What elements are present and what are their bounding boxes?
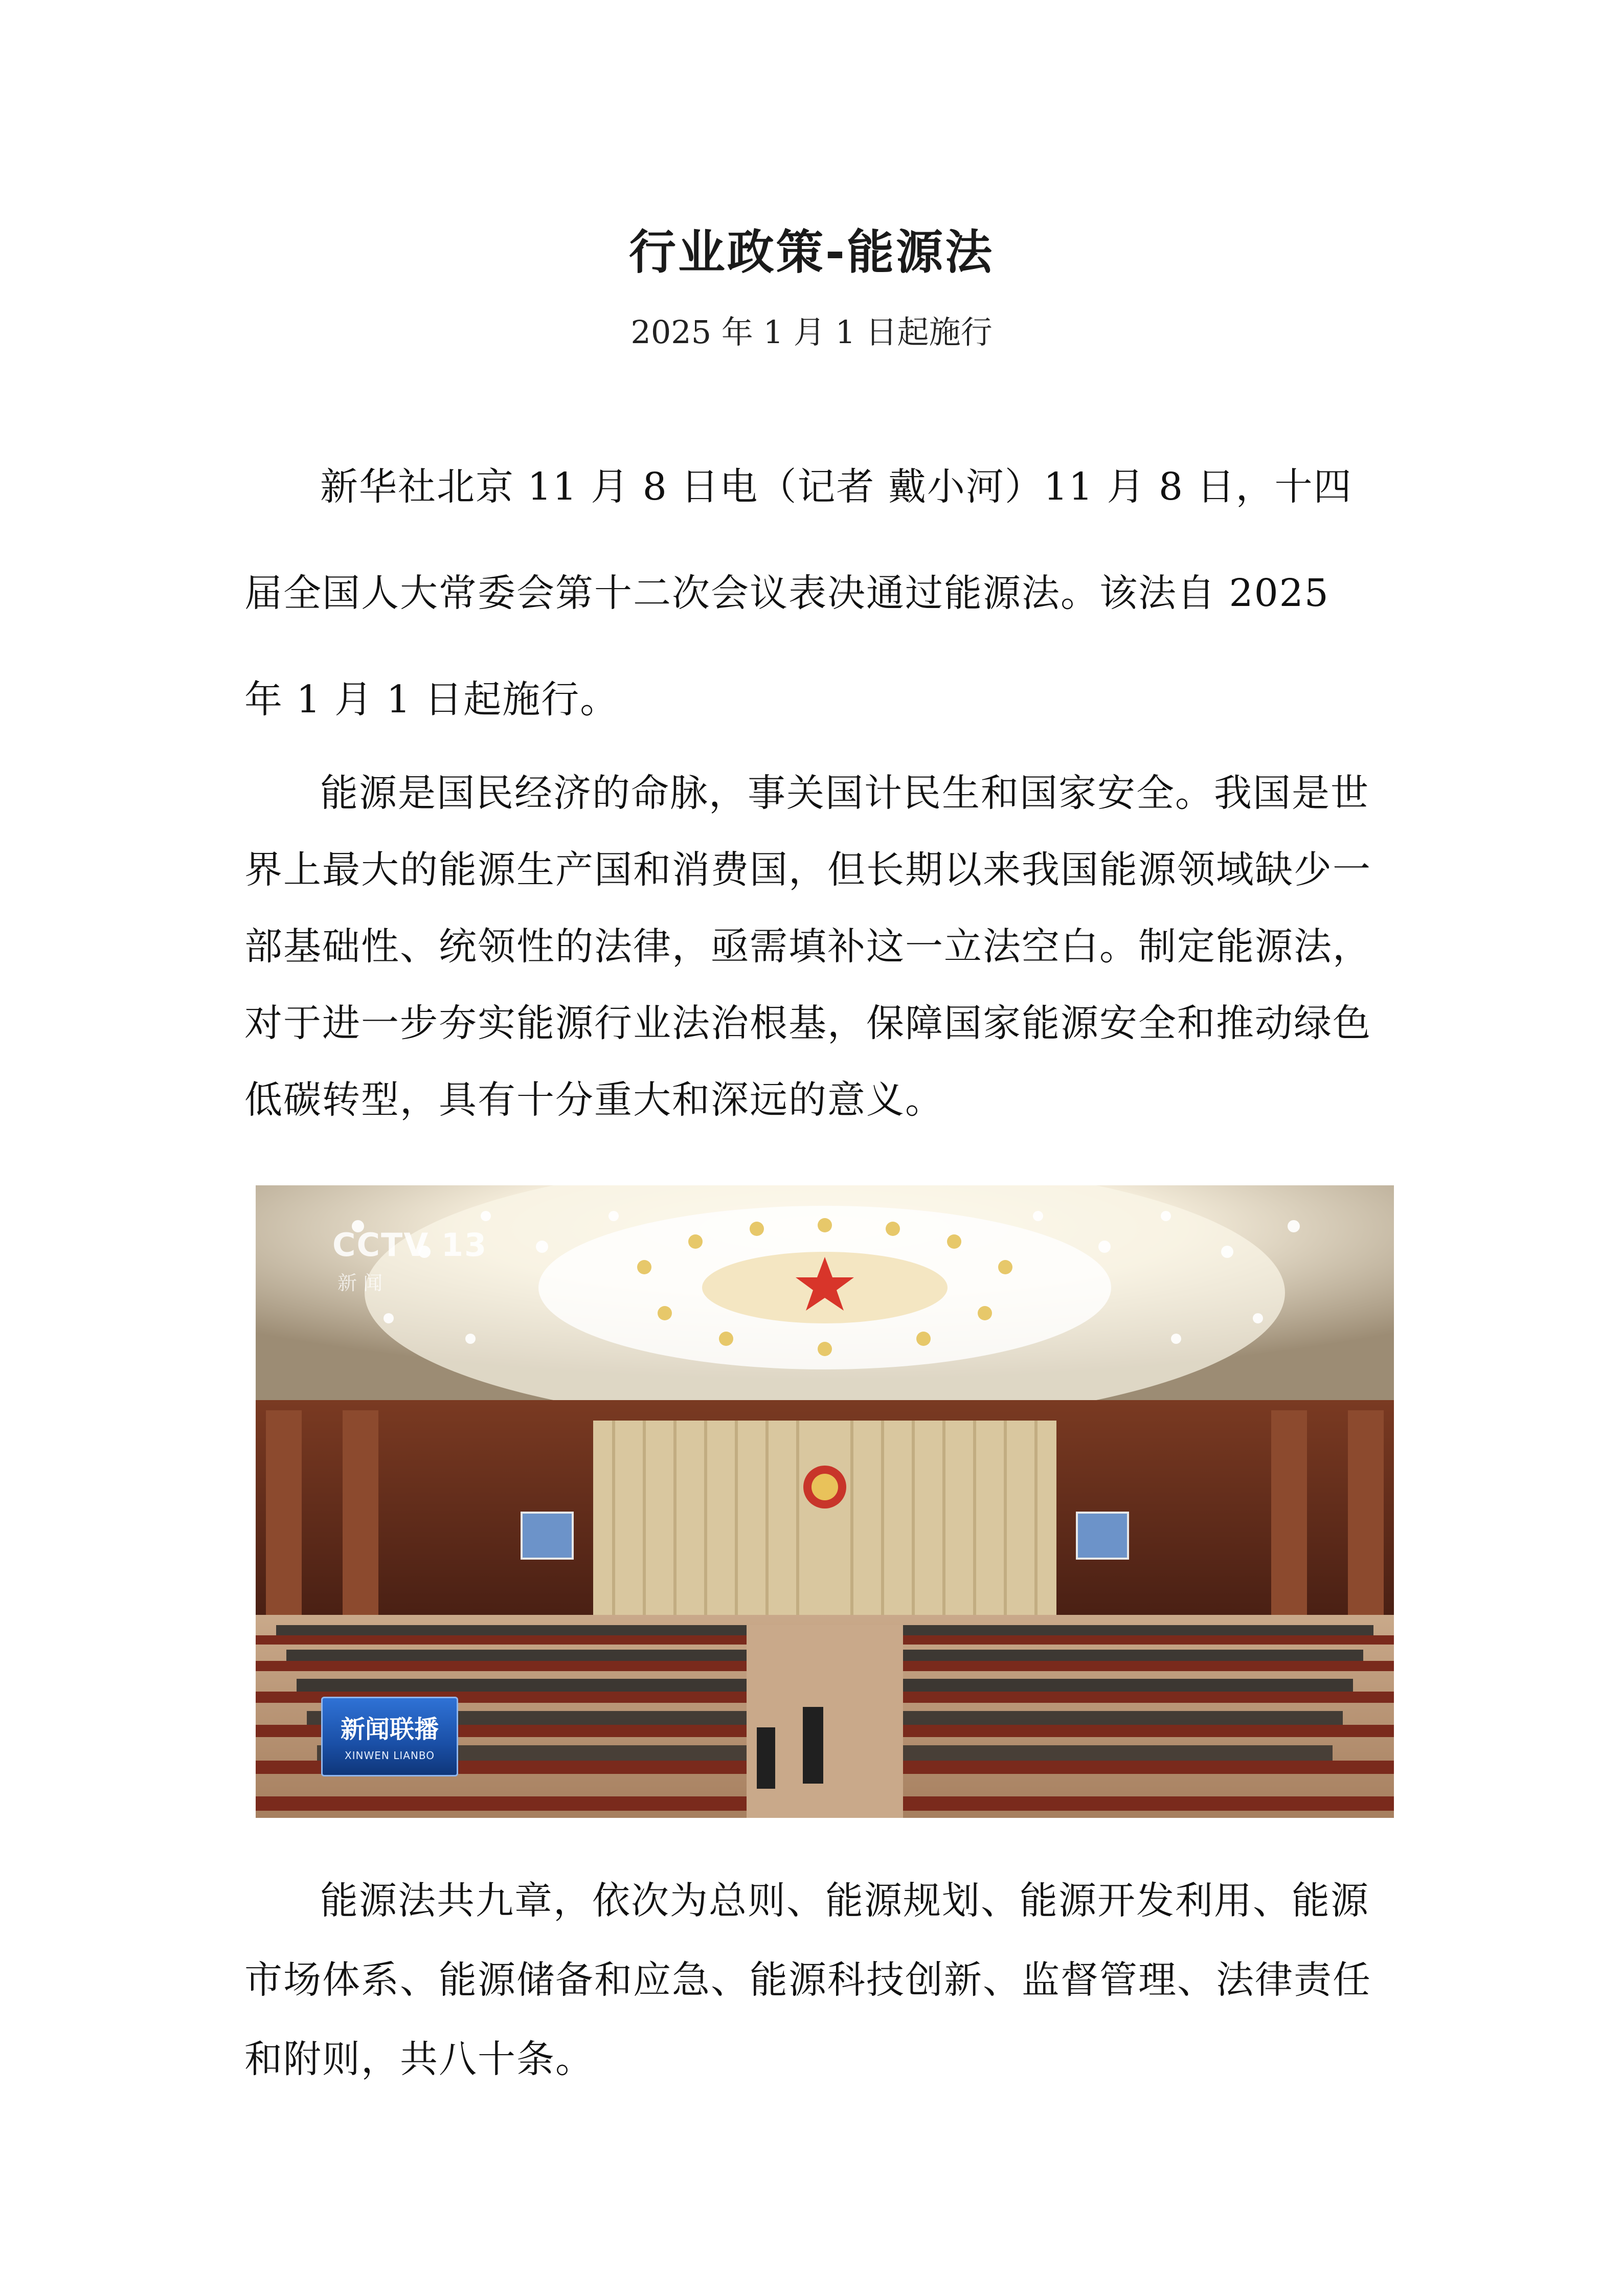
paragraph-3: 能源法共九章，依次为总则、能源规划、能源开发利用、能源市场体系、能源储备和应急、能源科技创新、监督管理、法律责任和附则，共八十条。 <box>244 1879 1371 2081</box>
program-logo-english: XINWEN LIANBO <box>344 1749 435 1762</box>
paragraph-1: 新华社北京 11 月 8 日电（记者 戴小河）11 月 8 日，十四届全国人大常委会第十二次会议表决通过能源法。该法自 2025 年 1 月 1 日起施行。 <box>244 465 1352 722</box>
program-logo <box>321 1697 458 1776</box>
document-subtitle: 2025 年 1 月 1 日起施行 <box>630 313 993 351</box>
news-photo <box>256 1185 1394 1818</box>
document-title: 行业政策-能源法 <box>628 225 995 280</box>
paragraph-2: 能源是国民经济的命脉，事关国计民生和国家安全。我国是世界上最大的能源生产国和消费国，但长期以来我国能源领域缺少一部基础性、统领性的法律，亟需填补这一立法空白。制定能源法，对于进一步夯实能源行业法治根基，保障国家能源安全和推动绿色低碳转型，具有十分重大和深远的意义。 <box>244 771 1371 1122</box>
program-logo-text: 新闻联播 <box>340 1715 439 1744</box>
channel-logo: CCTV 13 <box>332 1226 488 1264</box>
channel-sub-label: 新 闻 <box>337 1272 383 1294</box>
